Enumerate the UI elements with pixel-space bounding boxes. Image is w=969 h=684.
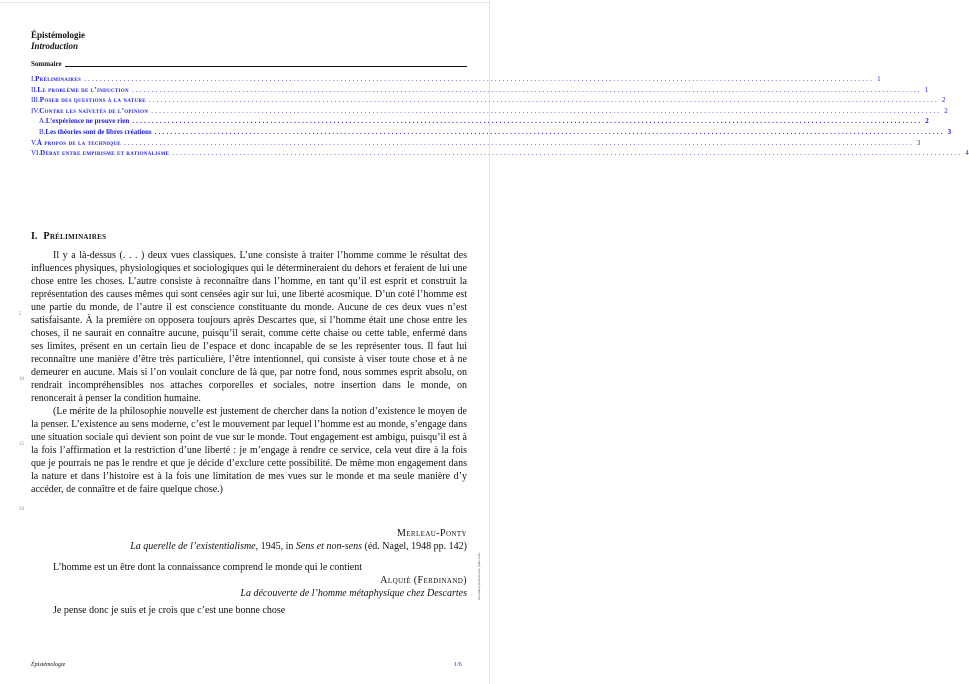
toc-entry-page[interactable]: 2	[944, 106, 948, 115]
toc-entry[interactable]	[31, 117, 929, 128]
toc-leader-dots: ........................................................................................................................................................................................................	[154, 127, 945, 136]
toc-leader-dots: ........................................................................................................................................................................................................	[131, 85, 922, 94]
toc-entry-title[interactable]: Préliminaires	[35, 75, 82, 83]
document-subtitle: Introduction	[31, 41, 79, 51]
reference-edition: (éd. Nagel, 1948 pp. 142)	[362, 541, 467, 552]
toc-entry-number: V.	[31, 138, 37, 147]
toc-entry-title[interactable]: Poser des questions à la nature	[39, 96, 146, 105]
toc-leader-dots: ........................................................................................................................................................................................................	[151, 106, 942, 115]
toc-entry-title[interactable]: Les théories sont de libres créations	[45, 127, 152, 136]
toc-header	[31, 60, 467, 70]
toc-entry-number: IV.	[31, 106, 40, 115]
toc-entry-number: I.	[31, 75, 36, 83]
page-number-link[interactable]: 1/6	[454, 662, 462, 668]
toc-entry[interactable]	[31, 149, 969, 160]
citation-reference-1	[31, 540, 467, 553]
line-number: 20	[19, 507, 24, 512]
section-heading	[31, 231, 106, 242]
section-number: I.	[31, 231, 38, 242]
toc-entry[interactable]	[31, 85, 929, 97]
section-title: Préliminaires	[43, 231, 107, 242]
toc-leader-dots: ........................................................................................................................................................................................................	[84, 75, 875, 83]
toc-entry-title[interactable]: L’expérience ne prouve rien	[45, 117, 130, 126]
toc-entry[interactable]	[31, 75, 881, 86]
paragraph-1: Il y a là-dessus (. . . ) deux vues classiques. L’une consiste à traiter l’homme comme le résultat des influences physiques, physiologiques et sociologiques qui le détermineraient du dehors et feraient de lui une chose entre les choses. L’autre consiste à reconnaître dans l’homme, en tant qu’il est esprit et construit la représentation des causes mêmes qui sont censées agir sur lui, une liberté acosmique. D’un coté l’homme est une partie du monde, de l’autre il est conscience constituante du monde. Aucune de ces deux vues n’est satisfaisante. À la première on opposera toujours après Descartes que, si l’homme était une chose entre les choses, il ne saurait en connaître aucune, puisqu’il serait, comme cette chaise ou cette table, enfermé dans ses limites, présent en un certain lieu de l’espace et donc incapable de se les représenter tous. Il faut lui reconnaître une manière d’être très particulière, l’être intentionnel, qui consiste à viser toute chose et à ne demeurer en aucune. Mais si l’on voulait conclure de là que, par notre fond, nous sommes esprit absolu, on rendrait incompréhensibles nos attaches corporelles et sociales, notre insertion dans le monde, on renoncerait à penser la condition humaine.	[31, 250, 467, 404]
toc-entry[interactable]	[31, 138, 921, 150]
toc-entry-number: B.	[39, 127, 46, 136]
quote-3: Je pense donc je suis et je crois que c’est une bonne chose	[53, 605, 286, 616]
line-number: 5	[19, 312, 22, 317]
reference-connector: , 1945, in	[255, 541, 296, 552]
footer-title: Épistémologie	[31, 662, 66, 668]
toc-heading: Sommaire	[31, 60, 65, 68]
citation-author-1: Merleau-Ponty	[396, 528, 467, 539]
citation-reference-2: La découverte de l’homme métaphysique chez Descartes	[240, 588, 467, 599]
toc-entry-number: VI.	[31, 149, 41, 158]
toc-entry-number: A.	[39, 117, 46, 126]
body-text	[31, 249, 467, 496]
toc-entry-page[interactable]: 1	[877, 75, 881, 83]
toc-entry[interactable]	[31, 96, 946, 107]
toc-entry-page[interactable]: 2	[925, 117, 929, 126]
producer-note: document produit avec philo-labo	[477, 552, 481, 600]
toc-entry[interactable]	[31, 127, 952, 139]
toc-entry-number: II.	[31, 85, 38, 94]
document-header	[31, 30, 85, 52]
table-of-contents	[31, 75, 969, 160]
citation-author-2: Alquié (Ferdinand)	[380, 575, 467, 586]
line-number: 15	[19, 442, 24, 447]
toc-entry-title[interactable]: À propos de la technique	[36, 138, 121, 147]
toc-entry-title[interactable]: Le problème de l’induction	[37, 85, 129, 94]
toc-leader-dots: ........................................................................................................................................................................................................	[172, 149, 963, 158]
toc-entry-page[interactable]: 4	[965, 149, 969, 158]
toc-entry-page[interactable]: 3	[916, 138, 921, 147]
citations	[31, 527, 467, 617]
reference-book: Sens et non-sens	[295, 541, 363, 552]
line-number: 10	[19, 377, 24, 382]
toc-rule	[31, 66, 467, 67]
document-title: Épistémologie	[31, 30, 85, 40]
toc-leader-dots: ........................................................................................................................................................................................................	[148, 96, 939, 105]
toc-entry-title[interactable]: Contre les naïvetés de l’opinion	[39, 106, 149, 115]
toc-entry-page[interactable]: 1	[924, 85, 929, 94]
toc-entry-number: III.	[31, 96, 40, 105]
toc-entry-page[interactable]: 3	[947, 127, 952, 136]
toc-entry-title[interactable]: Débat entre empirisme et rationalisme	[40, 149, 170, 158]
page-top-border	[0, 2, 491, 3]
reference-work: La querelle de l’existentialisme	[130, 541, 256, 552]
paragraph-2: (Le mérite de la philosophie nouvelle est justement de chercher dans la notion d’existence le moyen de la penser. L’existence au sens moderne, c’est le mouvement par lequel l’homme est au monde, s’engage dans une situation sociale qui devient son point de vue sur le monde. Tout engagement est ambigu, puisqu’il est à la fois l’affirmation et la restriction d’une liberté : je m’engage à rendre ce service, cela veut dire à la fois que je pourrais ne pas le rendre et que je décide d’exclure cette possibilité. De même mon engagement dans la nature et dans l’histoire est à la fois une limitation de mes vues sur le monde et ma seule manière d’y accéder, de connaître et de faire quelque chose.)	[31, 406, 467, 495]
toc-entry[interactable]	[31, 106, 948, 118]
quote-2: L’homme est un être dont la connaissance comprend le monde qui le contient	[53, 562, 362, 573]
toc-entry-page[interactable]: 2	[941, 96, 946, 105]
toc-leader-dots: ........................................................................................................................................................................................................	[123, 138, 914, 147]
toc-leader-dots: ........................................................................................................................................................................................................	[132, 117, 923, 126]
